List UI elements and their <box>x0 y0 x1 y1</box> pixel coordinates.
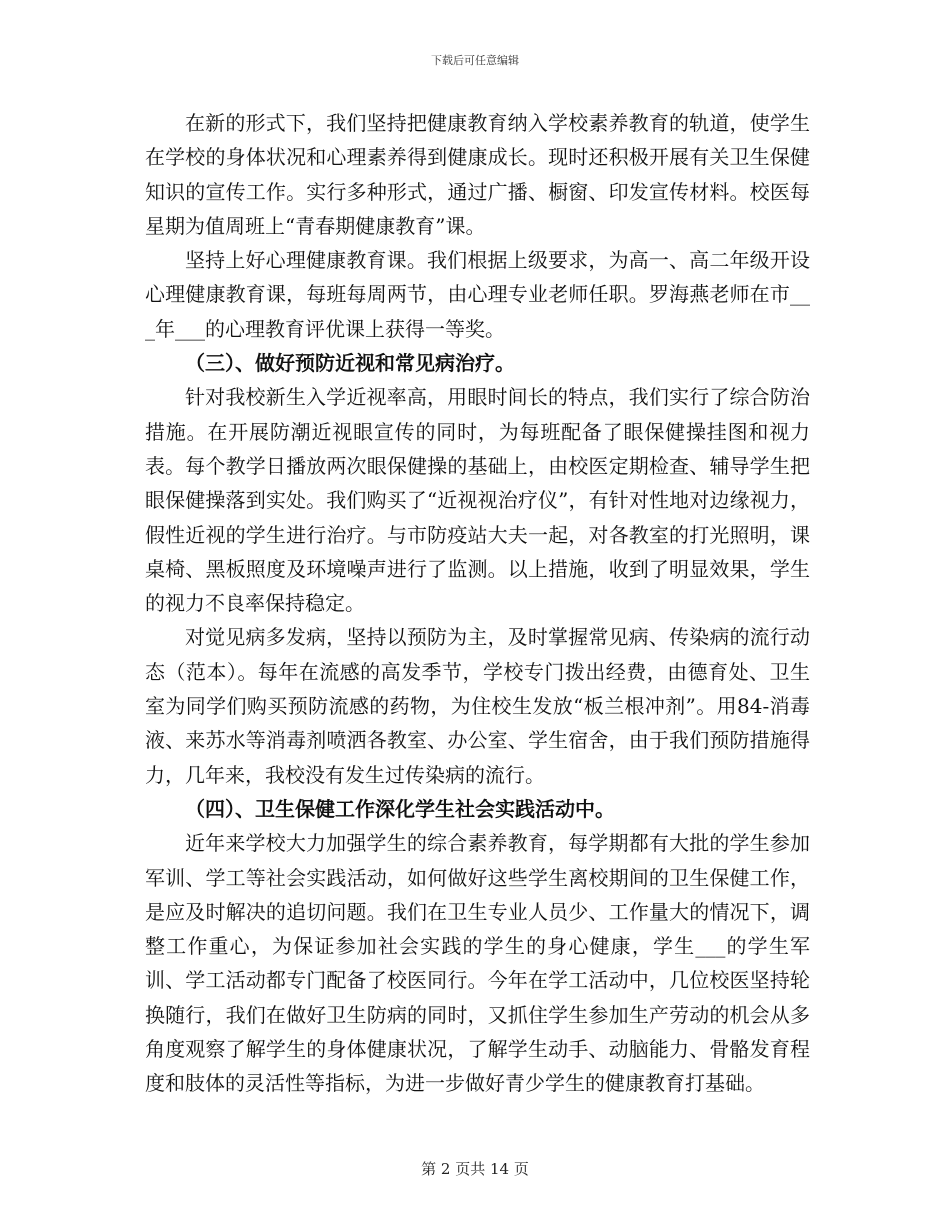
section-heading-social-practice: （四）、卫生保健工作深化学生社会实践活动中。 <box>185 796 615 821</box>
document-body <box>145 106 810 1101</box>
paragraph-health-education: 在新的形式下，我们坚持把健康教育纳入学校素养教育的轨道，使学生在学校的身体状况和心理素养得到健康成长。现时还积极开展有关卫生保健知识的宣传工作。实行多种形式，通过广播、橱窗、印发宣传材料。校医每星期为值周班上“青春期健康教育”课。 <box>145 111 810 238</box>
paragraph-common-disease-prevention: 对觉见病多发病，坚持以预防为主，及时掌握常见病、传染病的流行动态（范本）。每年在流感的高发季节，学校专门拨出经费，由德育处、卫生室为同学们购买预防流感的药物，为住校生发放“板兰根冲剂”。用84-消毒液、来苏水等消毒剂喷洒各教室、办公室、学生宿舍，由于我们预防措施得力，几年来，我校没有发生过传染病的流行。 <box>145 625 810 787</box>
paragraph-myopia-measures: 针对我校新生入学近视率高，用眼时间长的特点，我们实行了综合防治措施。在开展防潮近视眼宣传的同时，为每班配备了眼保健操挂图和视力表。每个教学日播放两次眼保健操的基础上，由校医定期检查、辅导学生把眼保健操落到实处。我们购买了“近视视治疗仪”，有针对性地对边缘视力，假性近视的学生进行治疗。与市防疫站大夫一起，对各教室的打光照明，课桌椅、黑板照度及环境噪声进行了监测。以上措施，收到了明显效果，学生的视力不良率保持稳定。 <box>145 385 810 616</box>
paragraph-mental-health-course: 坚持上好心理健康教育课。我们根据上级要求，为高一、高二年级开设心理健康教育课，每班每周两节，由心理专业老师任职。罗海燕老师在市___年___的心理教育评优课上获得一等奖。 <box>145 248 810 341</box>
page-footer-page-number: 第 2 页共 14 页 <box>421 1160 529 1178</box>
paragraph-social-practice-health: 近年来学校大力加强学生的综合素养教育，每学期都有大批的学生参加军训、学工等社会实践活动，如何做好这些学生离校期间的卫生保健工作，是应及时解决的追切问题。我们在卫生专业人员少、工作量大的情况下，调整工作重心，为保证参加社会实践的学生的身心健康，学生___的学生军训、学工活动都专门配备了校医同行。今年在学工活动中，几位校医坚持轮换随行，我们在做好卫生防病的同时，又抓住学生参加生产劳动的机会从多角度观察了解学生的身体健康状况，了解学生动手、动脑能力、骨骼发育程度和肢体的灵活性等指标，为进一步做好青少学生的健康教育打基础。 <box>145 831 810 1096</box>
section-heading-myopia-prevention: （三）、做好预防近视和常见病治疗。 <box>185 351 515 376</box>
page-header: 下载后可任意编辑 <box>431 54 519 67</box>
